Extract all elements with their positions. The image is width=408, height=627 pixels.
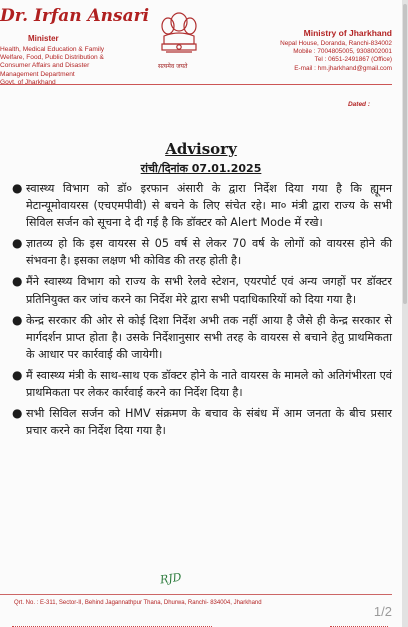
department-line: Management Department xyxy=(0,70,75,78)
page-indicator: 1/2 xyxy=(373,604,392,619)
letterhead-right xyxy=(252,28,392,73)
advisory-points xyxy=(10,180,392,439)
advisory-point xyxy=(10,312,392,363)
advisory-point-text: स्वास्थ्य विभाग को डॉ० इरफान अंसारी के द्वारा निर्देश दिया गया है कि ह्यूमन मेटान्यूमोवायरस (एचएमपीवी) से बचने के लिए संचेत रहे। मा० मंत्री द्वारा राज्य के सभी सिविल सर्जन को सूचना दे दी गई है कि डॉक्टर को Alert Mode में रखे। xyxy=(26,182,392,230)
bullet-icon: ● xyxy=(12,236,23,251)
place-date-line xyxy=(0,161,402,176)
letterhead-divider xyxy=(0,84,392,85)
scrollbar-thumb[interactable] xyxy=(403,4,407,304)
advisory-point xyxy=(10,273,392,307)
vertical-scrollbar[interactable] xyxy=(402,0,408,627)
telephone-line: Tel : 0651-2491867 (Office) xyxy=(314,56,392,64)
advisory-point-text: मैं स्वास्थ्य मंत्री के साथ-साथ एक डॉक्टर होने के नाते वायरस के मामले को अतिगंभीरता एवं प्राथमिकता पर लेकर कार्रवाई करने का निर्देश दिया है। xyxy=(26,368,392,400)
national-emblem-icon xyxy=(154,8,204,62)
minister-title: Minister xyxy=(28,34,59,43)
ministry-name: Ministry of Jharkhand xyxy=(303,28,392,38)
signature: RJD xyxy=(159,570,183,587)
advisory-heading xyxy=(0,140,402,158)
bullet-icon: ● xyxy=(12,181,23,195)
mobile-line: Mobile : 7004805005, 9308002001 xyxy=(293,48,392,56)
advisory-point xyxy=(10,367,392,401)
department-list xyxy=(0,46,104,87)
bullet-icon: ● xyxy=(12,367,23,382)
minister-name: Dr. Irfan Ansari xyxy=(0,6,150,26)
department-line: Health, Medical Education & Family xyxy=(0,46,105,53)
advisory-point-text: ज्ञातव्य हो कि इस वायरस से 05 वर्ष से लेकर 70 वर्ष के लोगों को वायरस होने की संभवना है। इसका लक्षण भी कोविड की तरह होती है। xyxy=(26,237,392,268)
department-line: Consumer Affairs and Disaster xyxy=(0,62,90,70)
footer-divider xyxy=(0,594,392,595)
advisory-point-text: सभी सिविल सर्जन को HMV संक्रमण के बचाव के संबंध में आम जनता के बीच प्रसार प्रचार करने का निर्देश दिया गया है। xyxy=(26,407,392,438)
email-line: E-mail : hm.jharkhand@gmail.com xyxy=(294,64,392,72)
footer-address: Qrt. No. : E-311, Sector-II, Behind Jagannathpur Thana, Dhurwa, Ranchi- 834004, Jharkhand xyxy=(14,600,262,606)
advisory-point xyxy=(10,180,392,231)
address-line: Nepal House, Doranda, Ranchi-834002 xyxy=(280,40,392,47)
advisory-point xyxy=(10,405,392,439)
advisory-point xyxy=(10,235,392,269)
advisory-point-text: मैंने स्वास्थ्य विभाग को राज्य के सभी रेलवे स्टेशन, एयरपोर्ट एवं अन्य जगहों पर डॉक्टर प्रतिनियुक्त कर जांच करने का निर्देश मेरे द्वारा सभी पदाधिकारियों को दिया गया है। xyxy=(26,275,392,306)
department-line: Govt. of Jharkhand xyxy=(0,78,56,86)
bullet-icon: ● xyxy=(12,406,23,421)
department-line: Welfare, Food, Public Distribution & xyxy=(0,54,104,62)
dated-label: Dated : xyxy=(347,101,370,108)
bullet-icon: ● xyxy=(12,274,23,289)
advisory-heading-text: Advisory xyxy=(165,140,237,158)
place-date-text: रांची/दिनांक 07.01.2025 xyxy=(140,162,262,175)
advisory-point-text: केन्द्र सरकार की ओर से कोई दिशा निर्देश अभी तक नहीं आया है जैसे ही केन्द्र सरकार से मार्गदर्शन प्राप्त होता है। उसके निर्देशानुसार सभी तरह के वायरस से बचाने हेतु प्राथमिकता के आधार पर कार्रवाई की जायेगी। xyxy=(26,313,392,361)
emblem-caption: सत्यमेव जयते xyxy=(158,63,188,70)
bullet-icon: ● xyxy=(12,312,23,327)
